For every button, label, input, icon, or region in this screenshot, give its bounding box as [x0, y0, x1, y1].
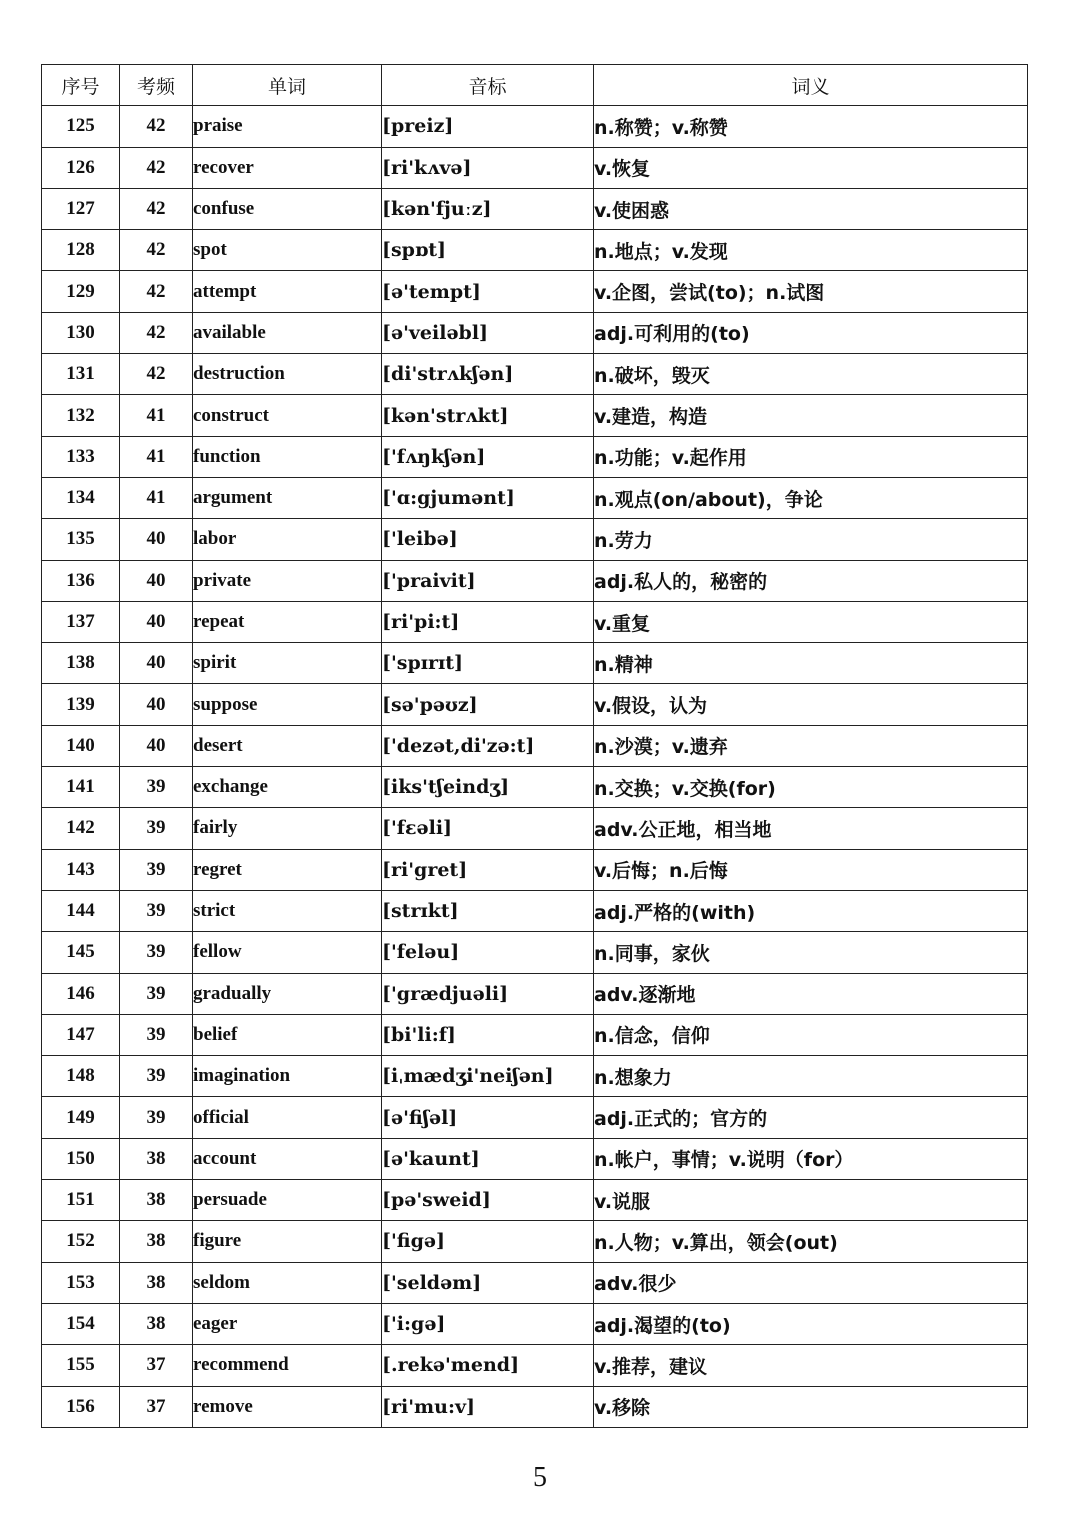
cell-phonetic: ['leibə]	[382, 519, 594, 560]
cell-meaning: n.信念，信仰	[594, 1014, 1028, 1055]
cell-phonetic: [ə'tempt]	[382, 271, 594, 312]
table-row	[42, 1180, 1028, 1221]
cell-phonetic: [pə'sweid]	[382, 1180, 594, 1221]
cell-phonetic: ['fεəli]	[382, 808, 594, 849]
cell-meaning: n.精神	[594, 643, 1028, 684]
cell-phonetic: [iˌmædʒi'neiʃən]	[382, 1056, 594, 1097]
cell-word: persuade	[193, 1180, 382, 1221]
cell-frequency: 39	[120, 1056, 193, 1097]
cell-number: 145	[42, 932, 120, 973]
cell-frequency: 40	[120, 519, 193, 560]
cell-meaning: v.推荐，建议	[594, 1345, 1028, 1386]
cell-meaning: adj.正式的；官方的	[594, 1097, 1028, 1138]
table-header-row	[42, 65, 1028, 106]
cell-word: construct	[193, 395, 382, 436]
cell-word: gradually	[193, 973, 382, 1014]
cell-frequency: 39	[120, 1097, 193, 1138]
cell-number: 146	[42, 973, 120, 1014]
table-row	[42, 1345, 1028, 1386]
cell-number: 149	[42, 1097, 120, 1138]
cell-meaning: n.观点(on/about)，争论	[594, 477, 1028, 518]
header-frequency: 考频	[120, 65, 193, 106]
cell-number: 139	[42, 684, 120, 725]
cell-number: 129	[42, 271, 120, 312]
cell-number: 153	[42, 1262, 120, 1303]
cell-number: 156	[42, 1386, 120, 1427]
cell-meaning: adv.逐渐地	[594, 973, 1028, 1014]
cell-meaning: v.恢复	[594, 147, 1028, 188]
cell-number: 125	[42, 106, 120, 147]
table-row	[42, 230, 1028, 271]
cell-number: 138	[42, 643, 120, 684]
table-row	[42, 354, 1028, 395]
cell-word: function	[193, 436, 382, 477]
cell-number: 136	[42, 560, 120, 601]
cell-word: recover	[193, 147, 382, 188]
table-row	[42, 1056, 1028, 1097]
table-row	[42, 188, 1028, 229]
cell-meaning: n.同事，家伙	[594, 932, 1028, 973]
cell-frequency: 42	[120, 147, 193, 188]
cell-number: 144	[42, 890, 120, 931]
cell-word: suppose	[193, 684, 382, 725]
cell-frequency: 42	[120, 312, 193, 353]
cell-number: 142	[42, 808, 120, 849]
cell-word: regret	[193, 849, 382, 890]
cell-phonetic: [.rekə'mend]	[382, 1345, 594, 1386]
table-row	[42, 725, 1028, 766]
cell-meaning: v.建造，构造	[594, 395, 1028, 436]
cell-word: account	[193, 1138, 382, 1179]
table-row	[42, 106, 1028, 147]
cell-word: private	[193, 560, 382, 601]
cell-meaning: adj.可利用的(to)	[594, 312, 1028, 353]
page-number: 5	[533, 1462, 547, 1493]
cell-meaning: adj.严格的(with)	[594, 890, 1028, 931]
cell-meaning: n.帐户，事情；v.说明（for）	[594, 1138, 1028, 1179]
table-row	[42, 849, 1028, 890]
cell-number: 148	[42, 1056, 120, 1097]
cell-number: 152	[42, 1221, 120, 1262]
cell-phonetic: ['ɑ:gjumənt]	[382, 477, 594, 518]
cell-frequency: 42	[120, 230, 193, 271]
cell-phonetic: [ə'kaunt]	[382, 1138, 594, 1179]
cell-word: spirit	[193, 643, 382, 684]
cell-number: 128	[42, 230, 120, 271]
cell-phonetic: ['dezət,di'zə:t]	[382, 725, 594, 766]
cell-frequency: 39	[120, 932, 193, 973]
table-row	[42, 1221, 1028, 1262]
table-row	[42, 312, 1028, 353]
cell-meaning: n.地点；v.发现	[594, 230, 1028, 271]
cell-phonetic: [di'strʌkʃən]	[382, 354, 594, 395]
table-row	[42, 1303, 1028, 1344]
cell-number: 127	[42, 188, 120, 229]
table-row	[42, 477, 1028, 518]
header-word: 单词	[193, 65, 382, 106]
cell-word: labor	[193, 519, 382, 560]
cell-phonetic: [ə'fiʃəl]	[382, 1097, 594, 1138]
cell-meaning: adj.私人的，秘密的	[594, 560, 1028, 601]
table-row	[42, 1138, 1028, 1179]
cell-number: 134	[42, 477, 120, 518]
cell-number: 154	[42, 1303, 120, 1344]
cell-word: desert	[193, 725, 382, 766]
cell-meaning: n.交换；v.交换(for)	[594, 767, 1028, 808]
cell-meaning: v.移除	[594, 1386, 1028, 1427]
cell-frequency: 40	[120, 725, 193, 766]
cell-frequency: 41	[120, 395, 193, 436]
header-number: 序号	[42, 65, 120, 106]
vocabulary-table	[41, 64, 1028, 1428]
cell-word: fairly	[193, 808, 382, 849]
cell-meaning: n.想象力	[594, 1056, 1028, 1097]
cell-phonetic: ['grædjuəli]	[382, 973, 594, 1014]
cell-phonetic: ['fʌŋkʃən]	[382, 436, 594, 477]
cell-frequency: 39	[120, 890, 193, 931]
cell-frequency: 39	[120, 849, 193, 890]
cell-frequency: 41	[120, 436, 193, 477]
cell-number: 140	[42, 725, 120, 766]
cell-word: praise	[193, 106, 382, 147]
cell-frequency: 40	[120, 684, 193, 725]
cell-phonetic: ['i:gə]	[382, 1303, 594, 1344]
cell-meaning: n.劳力	[594, 519, 1028, 560]
cell-phonetic: [kən'strʌkt]	[382, 395, 594, 436]
table-row	[42, 436, 1028, 477]
cell-meaning: n.功能；v.起作用	[594, 436, 1028, 477]
cell-word: fellow	[193, 932, 382, 973]
cell-frequency: 40	[120, 560, 193, 601]
cell-frequency: 38	[120, 1303, 193, 1344]
cell-number: 155	[42, 1345, 120, 1386]
cell-word: official	[193, 1097, 382, 1138]
cell-frequency: 38	[120, 1138, 193, 1179]
header-phonetic: 音标	[382, 65, 594, 106]
cell-phonetic: ['feləu]	[382, 932, 594, 973]
cell-word: remove	[193, 1386, 382, 1427]
table-body	[42, 106, 1028, 1428]
cell-frequency: 37	[120, 1386, 193, 1427]
cell-phonetic: [ri'pi:t]	[382, 601, 594, 642]
cell-word: recommend	[193, 1345, 382, 1386]
cell-word: argument	[193, 477, 382, 518]
cell-phonetic: [kən'fjuːz]	[382, 188, 594, 229]
cell-phonetic: [sə'pəʊz]	[382, 684, 594, 725]
table-row	[42, 147, 1028, 188]
table-row	[42, 973, 1028, 1014]
cell-number: 137	[42, 601, 120, 642]
cell-meaning: v.后悔；n.后悔	[594, 849, 1028, 890]
cell-number: 133	[42, 436, 120, 477]
cell-word: strict	[193, 890, 382, 931]
table-row	[42, 1262, 1028, 1303]
table-row	[42, 519, 1028, 560]
table-row	[42, 643, 1028, 684]
cell-phonetic: [preiz]	[382, 106, 594, 147]
cell-frequency: 40	[120, 643, 193, 684]
cell-phonetic: [spɒt]	[382, 230, 594, 271]
cell-meaning: adj.渴望的(to)	[594, 1303, 1028, 1344]
table-row	[42, 932, 1028, 973]
cell-phonetic: ['figə]	[382, 1221, 594, 1262]
cell-number: 135	[42, 519, 120, 560]
cell-frequency: 39	[120, 808, 193, 849]
table-row	[42, 1097, 1028, 1138]
cell-meaning: adv.很少	[594, 1262, 1028, 1303]
cell-phonetic: [bi'li:f]	[382, 1014, 594, 1055]
cell-word: repeat	[193, 601, 382, 642]
cell-meaning: n.称赞；v.称赞	[594, 106, 1028, 147]
cell-word: confuse	[193, 188, 382, 229]
cell-number: 126	[42, 147, 120, 188]
table-row	[42, 1386, 1028, 1427]
cell-frequency: 41	[120, 477, 193, 518]
cell-word: imagination	[193, 1056, 382, 1097]
cell-frequency: 42	[120, 354, 193, 395]
cell-frequency: 38	[120, 1180, 193, 1221]
cell-number: 131	[42, 354, 120, 395]
table-row	[42, 560, 1028, 601]
cell-word: eager	[193, 1303, 382, 1344]
cell-phonetic: [ri'gret]	[382, 849, 594, 890]
cell-frequency: 39	[120, 1014, 193, 1055]
table-row	[42, 767, 1028, 808]
cell-word: attempt	[193, 271, 382, 312]
cell-meaning: v.假设，认为	[594, 684, 1028, 725]
cell-word: available	[193, 312, 382, 353]
cell-word: seldom	[193, 1262, 382, 1303]
cell-meaning: n.人物；v.算出，领会(out)	[594, 1221, 1028, 1262]
cell-frequency: 40	[120, 601, 193, 642]
cell-number: 150	[42, 1138, 120, 1179]
table-row	[42, 684, 1028, 725]
cell-frequency: 42	[120, 106, 193, 147]
cell-meaning: v.使困惑	[594, 188, 1028, 229]
cell-meaning: v.说服	[594, 1180, 1028, 1221]
table-row	[42, 601, 1028, 642]
cell-word: destruction	[193, 354, 382, 395]
cell-word: spot	[193, 230, 382, 271]
cell-phonetic: [ə'veiləbl]	[382, 312, 594, 353]
cell-frequency: 38	[120, 1262, 193, 1303]
cell-frequency: 39	[120, 767, 193, 808]
cell-frequency: 38	[120, 1221, 193, 1262]
header-meaning: 词义	[594, 65, 1028, 106]
table-row	[42, 1014, 1028, 1055]
cell-phonetic: [ri'mu:v]	[382, 1386, 594, 1427]
cell-frequency: 39	[120, 973, 193, 1014]
cell-meaning: n.沙漠；v.遗弃	[594, 725, 1028, 766]
cell-phonetic: [iks'tʃeindʒ]	[382, 767, 594, 808]
cell-phonetic: [strɪkt]	[382, 890, 594, 931]
cell-phonetic: [ri'kʌvə]	[382, 147, 594, 188]
cell-number: 141	[42, 767, 120, 808]
cell-phonetic: ['praivit]	[382, 560, 594, 601]
cell-number: 147	[42, 1014, 120, 1055]
cell-frequency: 37	[120, 1345, 193, 1386]
cell-frequency: 42	[120, 271, 193, 312]
cell-meaning: v.企图，尝试(to)；n.试图	[594, 271, 1028, 312]
cell-number: 130	[42, 312, 120, 353]
table-row	[42, 890, 1028, 931]
cell-word: exchange	[193, 767, 382, 808]
cell-frequency: 42	[120, 188, 193, 229]
cell-meaning: adv.公正地，相当地	[594, 808, 1028, 849]
cell-phonetic: ['spɪrɪt]	[382, 643, 594, 684]
cell-word: figure	[193, 1221, 382, 1262]
cell-word: belief	[193, 1014, 382, 1055]
cell-meaning: n.破坏，毁灭	[594, 354, 1028, 395]
table-row	[42, 395, 1028, 436]
cell-meaning: v.重复	[594, 601, 1028, 642]
cell-number: 132	[42, 395, 120, 436]
cell-number: 143	[42, 849, 120, 890]
table-row	[42, 271, 1028, 312]
cell-phonetic: ['seldəm]	[382, 1262, 594, 1303]
cell-number: 151	[42, 1180, 120, 1221]
table-row	[42, 808, 1028, 849]
